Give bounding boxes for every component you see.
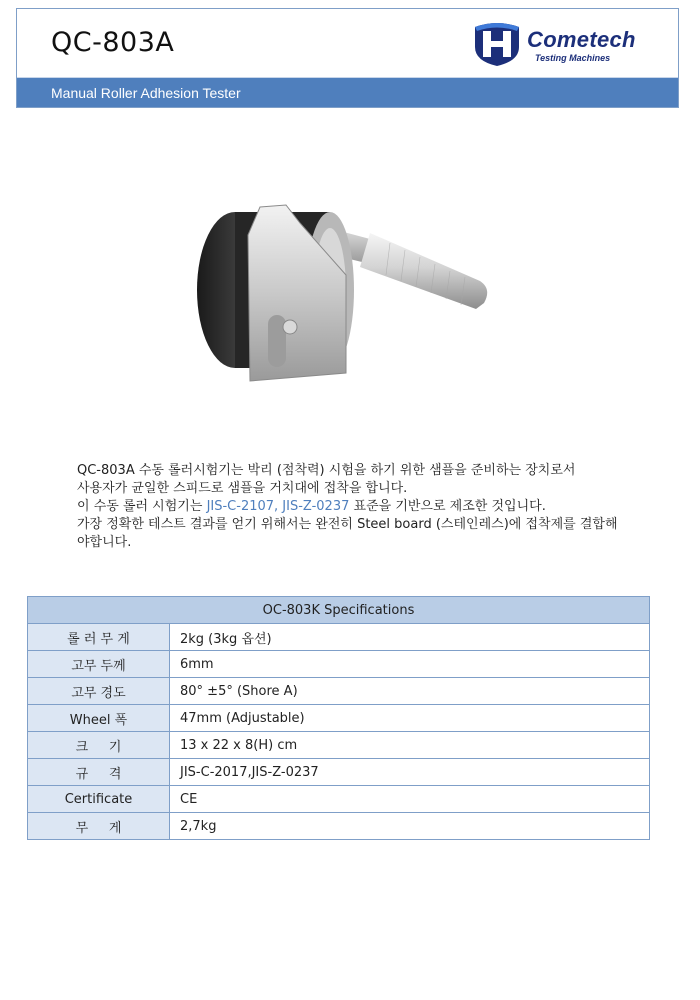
spec-table-title: OC-803K Specifications [28,597,650,624]
spec-label: 규 격 [28,759,170,786]
spec-value: 2,7kg [170,813,650,840]
spec-row [28,651,650,678]
spec-row [28,813,650,840]
spec-value: CE [170,786,650,813]
spec-label: 무 게 [28,813,170,840]
spec-label: 크 기 [28,732,170,759]
logo-tagline: Testing Machines [535,53,611,63]
spec-label: 고무 두께 [28,651,170,678]
logo-wordmark: Cometech [527,27,636,52]
description-line: QC-803A 수동 롤러시험기는 박리 (점착력) 시험을 하기 위한 샘플을 준비하는 장치로서 [77,463,576,478]
standard-jis-z: JIS-Z-0237 [282,499,350,514]
spec-label: 롤 러 무 게 [28,624,170,651]
spec-row [28,705,650,732]
description-line: 야합니다. [77,535,132,550]
product-subtitle: Manual Roller Adhesion Tester [51,85,241,101]
spec-value: JIS-C-2017,JIS-Z-0237 [170,759,650,786]
spec-label: 고무 경도 [28,678,170,705]
spec-value: 13 x 22 x 8(H) cm [170,732,650,759]
standard-jis-c: JIS-C-2107 [206,499,275,514]
model-title: QC-803A [51,27,175,58]
logo-emblem-icon [471,21,523,67]
spec-value: 80° ±5° (Shore A) [170,678,650,705]
product-description [77,462,667,552]
spec-row [28,732,650,759]
spec-row [28,678,650,705]
spec-table [27,596,650,840]
spec-label: Wheel 폭 [28,705,170,732]
description-text: 표준을 기반으로 제조한 것입니다. [349,499,546,514]
spec-value: 2kg (3kg 옵션) [170,624,650,651]
cometech-logo [471,21,656,69]
description-line [77,498,667,516]
description-line: 사용자가 균일한 스피드로 샘플을 거치대에 접착을 합니다. [77,481,408,496]
spec-row [28,786,650,813]
product-subtitle-bar [17,77,678,107]
spec-row [28,759,650,786]
standard-separator: , [274,499,283,514]
roller-tester-image [190,195,500,390]
spec-value: 6mm [170,651,650,678]
spec-label: Certificate [28,786,170,813]
description-text: 이 수동 롤러 시험기는 [77,499,207,514]
header-box [16,8,679,108]
description-line: 가장 정확한 테스트 결과를 얻기 위해서는 완전히 Steel board (스테인레스)에 접착제를 결합해 [77,517,618,532]
spec-value: 47mm (Adjustable) [170,705,650,732]
spec-row [28,624,650,651]
